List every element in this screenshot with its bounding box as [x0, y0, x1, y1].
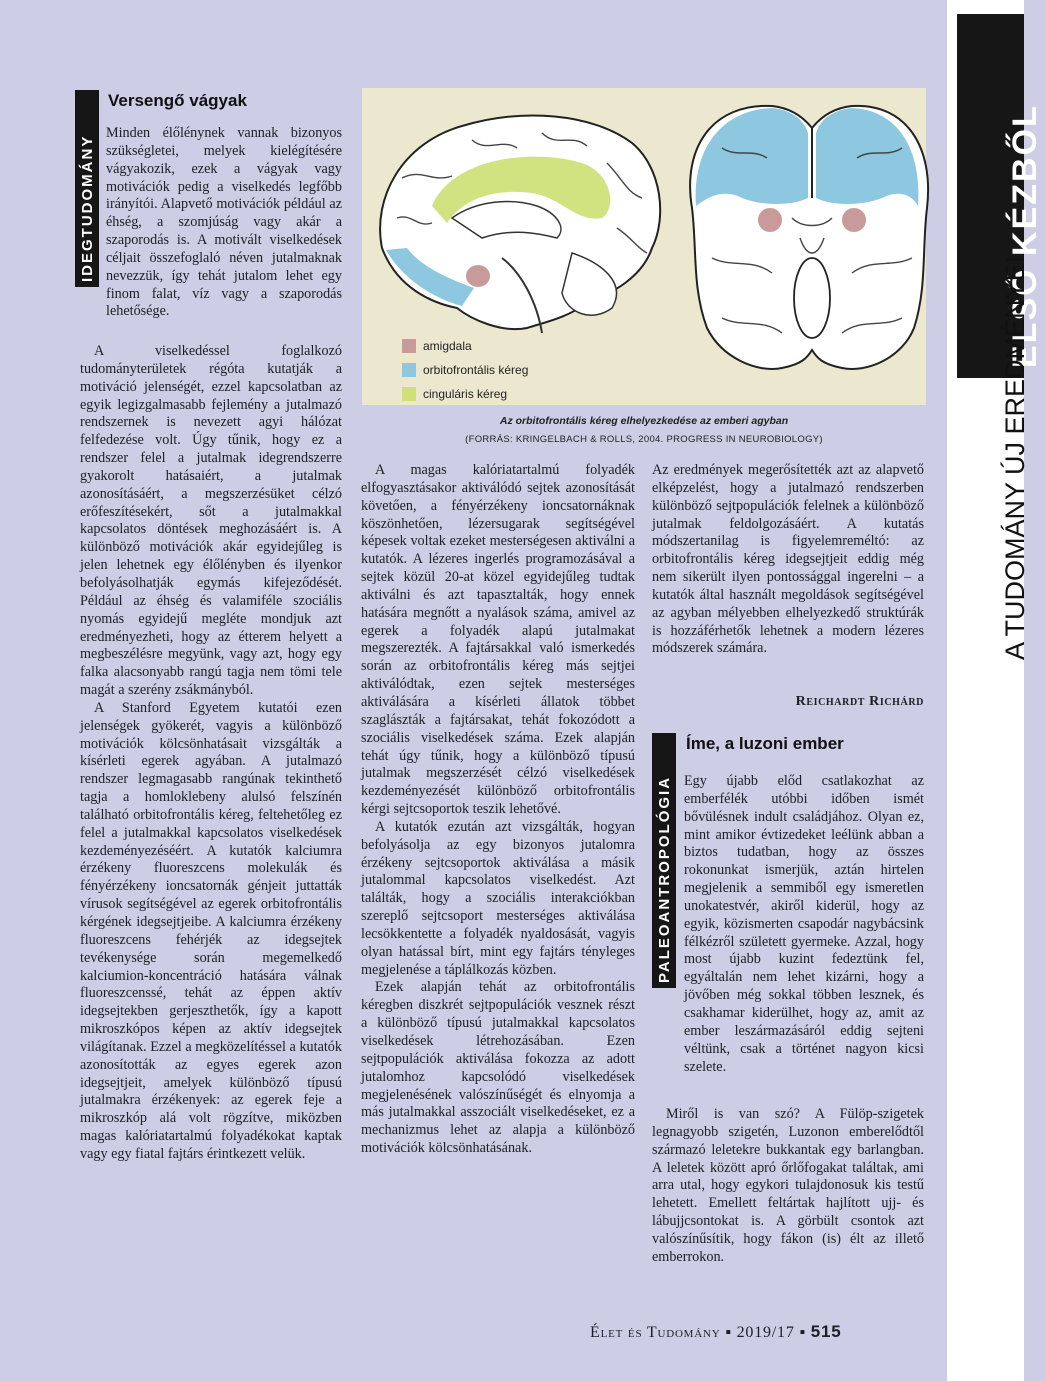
paragraph: Minden élőlénynek vannak bizonyos szükségletei, melyek kielégítésére vágyakozik, ezek a vágyak vagy motivációk pedig a viselkedés legfőbb irányítói. Alapvető motivációk például az éhség, a szomjúság vagy akár a szaporodás is. A motivált viselkedések céljait összefoglaló néven jutalmaknak nevezzük, így tehát jutalom lehet egy finom falat, víz vagy a szaporodás lehetősége. [106, 125, 342, 320]
article-column-3 [652, 462, 924, 658]
article-title: Íme, a luzoni ember [686, 734, 844, 753]
section-tag-idegtudomany [75, 90, 99, 287]
article-column-1b [80, 343, 342, 1164]
section-tag-paleoantropologia [652, 733, 676, 988]
page-footer [590, 1322, 842, 1342]
paragraph: A kutatók ezután azt vizsgálták, hogyan befolyásolja az egy bizonyos jutalomra érzékeny sejtcsoportok aktiválása a másik jutalommal kapcsolatos viselkedést. Azt találták, hogy a szociális interakciókban szereplő sejtcsoport mesterséges aktiválása lecsökkentette a folyadék nyaldosását, vagyis olyan hatással bírt, mint egy fajtárs tényleges megjelenése a táplálkozás közben. [361, 818, 635, 978]
legend-label: amigdala [423, 339, 472, 353]
legend-item [402, 334, 528, 358]
page-number: 515 [810, 1322, 842, 1341]
footer-separator: ▪ [799, 1324, 806, 1341]
legend-swatch-cingulate [402, 387, 416, 401]
article-title: Versengő vágyak [108, 91, 247, 110]
author-byline: Reichardt Richárd [795, 694, 924, 709]
issue-number: 2019/17 [736, 1324, 795, 1341]
article-column-4a [684, 773, 924, 1076]
paragraph: A magas kalóriatartalmú folyadék elfogyasztásakor aktiválódó sejtek azonosítását követően, a fényérzékeny ioncsatornáknak köszönhetően, lézersugarak segítségével képesek voltak ezeket mesterségesen aktiválni a kutatók. A lézeres ingerlés programozásával a sejtek közül 20-at közel egyidejűleg tudtak aktiválni és azt tapasztalták, hogy ennek hatására megnőtt a nyalások száma, amivel az egerek a folyadék alapú jutalmakat megszerezték. A fajtársakkal való ismerkedés során az orbitofrontális kéreg más sejtjei aktiválódtak, ezen sejtek mesterséges aktiválására a kísérleti állatok többet szaglászták a fajtársakat, tehát fokozódott a szociális viselkedések száma. Ezek alapján tehát úgy tűnik, hogy a különböző típusú jutalmak megszerzését célzó viselkedések kezdeményezését különböző orbitofrontális kérgi sejtcsoportok teszik lehetővé. [361, 462, 635, 818]
figure-caption: Az orbitofrontális kéreg elhelyezkedése az emberi agyban [499, 415, 789, 427]
article-column-2 [361, 462, 635, 1158]
paragraph: A viselkedéssel foglalkozó tudományterületek régóta kutatják a motiváció jelenségét, ezzel kapcsolatban az egyik legizgalmasabb fejlemény a jutalmazó rendszernek is nevezett agyi hálózat felfedezése volt. Úgy tűnik, hogy ez a rendszer felel a jutalmak idegrendszerre gyakorolt hatásaiért, a jutalmak azonosításáért, a megszerzésüket célzó erőfeszítésekért, sőt a jutalmakkal kapcsolatos döntések meghozásáért is. A különböző motivációk akár egyidejűleg is jelen lehetnek egy élőlényben és ilyenkor befolyásolhatják egymás kifejeződését. Például az éhség és valamiféle szociális nyomás egyidejű megléte mondjuk azt eredményezheti, hogy az étterem helyett a megbeszélésre megyünk, vagy azt, hogy egy falka alacsonyabb rangú tagja nem tömi tele magát a szerény zsákmányból. [80, 343, 342, 699]
footer-separator: ▪ [725, 1324, 732, 1341]
legend-item [402, 382, 528, 406]
section-tag-label: IDEGTUDOMÁNY [79, 134, 96, 282]
section-tag-label: PALEOANTROPOLÓGIA [656, 775, 673, 983]
paragraph: Ezek alapján tehát az orbitofrontális kéregben diszkrét sejtpopulációk vesznek részt a különböző típusú jutalmakkal kapcsolatos viselkedések létrehozásában. Ezen sejtpopulációk aktiválása fokozza az adott jutalomhoz kapcsolódó viselkedések megjelenésének valószínűségét és elnyomja a más jutalmakkal asszociált viselkedéseket, ez a mechanizmus lehet az alapja a különböző motivációk kölcsönhatásának. [361, 979, 635, 1157]
paragraph: Egy újabb előd csatlakozhat az emberfélék utóbbi időben ismét bővülésnek indult családjához. Olyan ez, mint amikor évtizedeket leélünk abban a biztos tudatban, hogy az összes rokonunkat ismerjük, aztán hirtelen megjelenik a semmiből egy ismeretlen unokatestvér, akiről kiderül, hogy az egyik, közismerten csapodár nagybácsink félkézről született gyermeke. Azzal, hogy most újabb kuzint fedeztünk fel, egyáltalán nem lehet kizárni, hogy a jövőben még sokkal többen lesznek, és csakhamar kiderülhet, hogy az, amit az ember leszármazásáról eddig sejteni véltünk, csak a történet nagyon kicsi szelete. [684, 773, 924, 1075]
legend-swatch-amygdala [402, 339, 416, 353]
side-banner-title: ELSŐ KÉZBŐL [1006, 104, 1044, 368]
side-banner-subtitle: A TUDOMÁNY ÚJ EREDMÉNYEI [1000, 255, 1030, 660]
brain-figure [362, 88, 926, 405]
legend-label: cinguláris kéreg [423, 387, 508, 401]
legend-swatch-orbitofrontal [402, 363, 416, 377]
paragraph: Miről is van szó? A Fülöp-szigetek legnagyobb szigetén, Luzonon emberelődtől származó leletekre bukkantak egy barlangban. A leletek között apró őrlőfogakat találtak, ami arra utal, hogy egykori tulajdonosuk kis testű lehetett. Emellett feltártak hajlított ujj- és lábujjcsontokat is. A görbült csontok azt valószínűsítik, hogy fákon (is) élt az illető emberrokon. [652, 1106, 924, 1265]
article-column-4b [652, 1106, 924, 1267]
legend-item [402, 358, 528, 382]
article-column-1a [106, 125, 342, 321]
paragraph: Az eredmények megerősítették azt az alapvető elképzelést, hogy a jutalmazó rendszerben különböző sejtpopulációk felelnek a különböző jutalmak feldolgozásáért. A kutatás módszertanilag is figyelemreméltó: az orbitofrontális kéreg idegsejtjeit eddig még nem sikerült ilyen pontossággal ingerelni – a kutatók által használt megoldások segítségével az agyban mélyebben elhelyezkedő struktúrák is hozzáférhetők lehetnek a modern lézeres módszerek számára. [652, 462, 924, 657]
magazine-name: Élet és Tudomány [590, 1324, 721, 1341]
figure-source: (FORRÁS: KRINGELBACH & ROLLS, 2004. PROGRESS IN NEUROBIOLOGY) [465, 434, 823, 445]
paragraph: A Stanford Egyetem kutatói ezen jelenségek gyökerét, vagyis a különböző motivációk kölcsönhatásait vizsgálták a kísérleti egerek agyában. A jutalmazó rendszer legmagasabb rangúnak tekinthető tagja a homloklebeny alulsó felszínén található orbitofrontális kéreg, feltehetőleg ez felel a jutalmakkal kapcsolatos viselkedések kezdeményezéséért. A kutatók kalciumra érzékeny fluoreszcens molekulák és fényérzékeny ioncsatornák génjeit juttatták vírusok segítségével az egerek orbitofrontális kérgének idegsejtjeibe. A kalciumra érzékeny fluoreszcens fehérjék az idegsejtek tevékenysége során megemelkedő kalciumion-koncentráció hatására válnak fluoreszcenssé, tehát az éppen aktív idegsejtekben gerjeszthetők, így a kapott mikroszkópos képen az aktív idegsejtek világítanak. Ezzel a megközelítéssel a kutatók azonosították az egyes egerek azon idegsejtjeit, amelyek különböző típusú jutalmakra érzékenyek: az egerek feje a mikroszkóp alá volt rögzítve, miközben magas kalóriatartalmú folyadékokat kaptak vagy egy fiatal fajtárs érintkezett velük. [80, 699, 342, 1162]
legend-label: orbitofrontális kéreg [423, 363, 529, 377]
figure-legend [402, 334, 528, 406]
